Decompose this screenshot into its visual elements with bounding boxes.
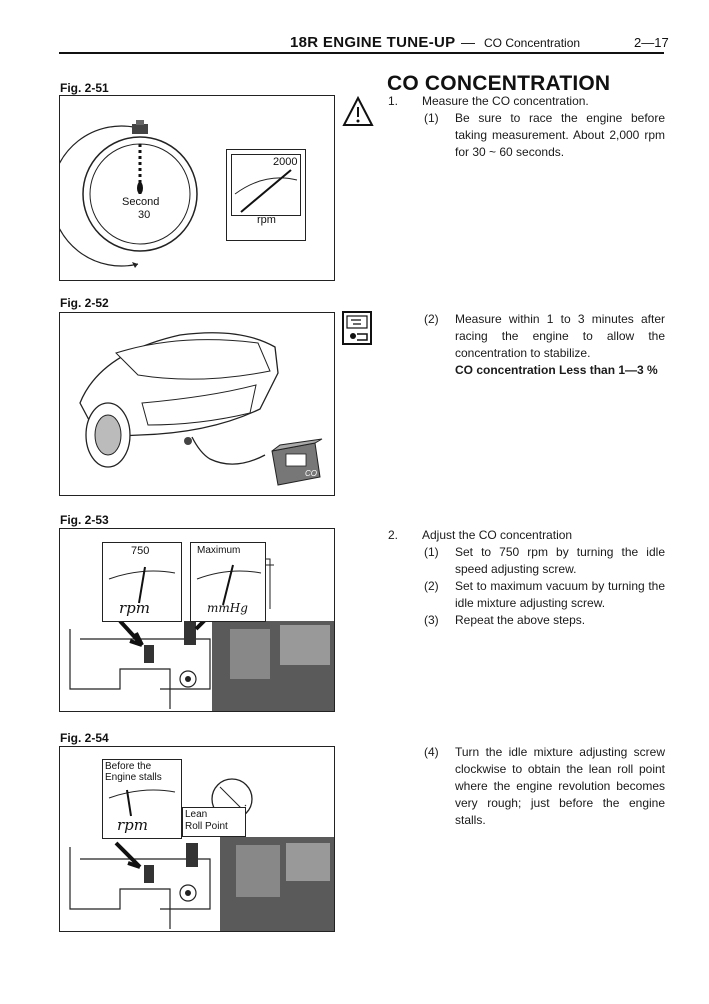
lean-roll-callout bbox=[182, 807, 246, 837]
step-1-number: 1. bbox=[388, 94, 399, 108]
step-2-4-number: (4) bbox=[424, 745, 439, 759]
step-2-1-text: Set to 750 rpm by turning the idle speed adjusting screw. bbox=[455, 545, 665, 576]
step-1-1-text: Be sure to race the engine before taking measurement. About 2,000 rpm for 30 ~ 60 seconds. bbox=[455, 111, 665, 159]
step-2-3-text: Repeat the above steps. bbox=[455, 613, 586, 627]
step-2-1-number: (1) bbox=[424, 545, 439, 559]
step-2-2-number: (2) bbox=[424, 579, 439, 593]
gauge-vacuum-value: Maximum bbox=[197, 545, 241, 556]
step-1-2-number: (2) bbox=[424, 312, 439, 326]
step-1-2-text: Measure within 1 to 3 minutes after racing the engine to allow the concentration to stabilize. bbox=[455, 312, 665, 360]
step-1-2 bbox=[340, 311, 670, 381]
gauge-stall bbox=[102, 759, 182, 839]
stopwatch-label: Second bbox=[122, 196, 160, 208]
gauge-stall-label-1: Before the bbox=[105, 761, 152, 772]
co-tester-label: CO bbox=[305, 469, 317, 478]
fig-2-52-label: Fig. 2-52 bbox=[60, 296, 109, 310]
callout-line-2: Roll Point bbox=[185, 821, 228, 832]
page-number: 2—17 bbox=[634, 35, 669, 50]
fig-2-53-label: Fig. 2-53 bbox=[60, 513, 109, 527]
header-subtitle: CO Concentration bbox=[484, 36, 581, 50]
fig-2-51 bbox=[59, 95, 335, 281]
step-2-4 bbox=[340, 744, 670, 834]
tachometer-unit: rpm bbox=[257, 214, 276, 226]
section-title: CO CONCENTRATION bbox=[387, 72, 611, 95]
step-1 bbox=[340, 93, 670, 163]
fig-2-53 bbox=[59, 528, 335, 712]
header-title: 18R ENGINE TUNE-UP bbox=[290, 34, 456, 51]
step-1-1-number: (1) bbox=[424, 111, 439, 125]
tachometer bbox=[226, 149, 306, 241]
step-2-3-number: (3) bbox=[424, 613, 439, 627]
stopwatch-value: 30 bbox=[138, 209, 151, 221]
gauge-vacuum bbox=[190, 542, 266, 622]
gauge-rpm-value: 750 bbox=[131, 545, 150, 557]
fig-2-54-label: Fig. 2-54 bbox=[60, 731, 109, 745]
gauge-rpm-unit: rpm bbox=[119, 599, 150, 617]
fig-2-51-label: Fig. 2-51 bbox=[60, 81, 109, 95]
fig-2-54 bbox=[59, 746, 335, 932]
step-2-number: 2. bbox=[388, 528, 399, 542]
step-2-2-text: Set to maximum vacuum by turning the idle mixture adjusting screw. bbox=[455, 579, 665, 610]
step-2-4-text: Turn the idle mixture adjusting screw clockwise to obtain the lean roll point where the engine revolution becomes very rough; just before the engine stalls. bbox=[455, 745, 665, 827]
tachometer-value: 2000 bbox=[273, 156, 298, 168]
gauge-stall-unit: rpm bbox=[117, 816, 148, 834]
callout-line-1: Lean bbox=[185, 809, 208, 820]
step-2-text: Adjust the CO concentration bbox=[422, 528, 573, 542]
gauge-stall-label-2: Engine stalls bbox=[105, 772, 162, 783]
gauge-vacuum-unit: mmHg bbox=[207, 601, 248, 615]
fig-2-52 bbox=[59, 312, 335, 496]
gauge-rpm bbox=[102, 542, 182, 622]
header-rule bbox=[59, 52, 664, 54]
co-spec: CO concentration Less than 1—3 % bbox=[455, 363, 658, 377]
step-2 bbox=[340, 527, 670, 637]
step-1-text: Measure the CO concentration. bbox=[422, 94, 589, 108]
header-dash: — bbox=[461, 34, 475, 50]
